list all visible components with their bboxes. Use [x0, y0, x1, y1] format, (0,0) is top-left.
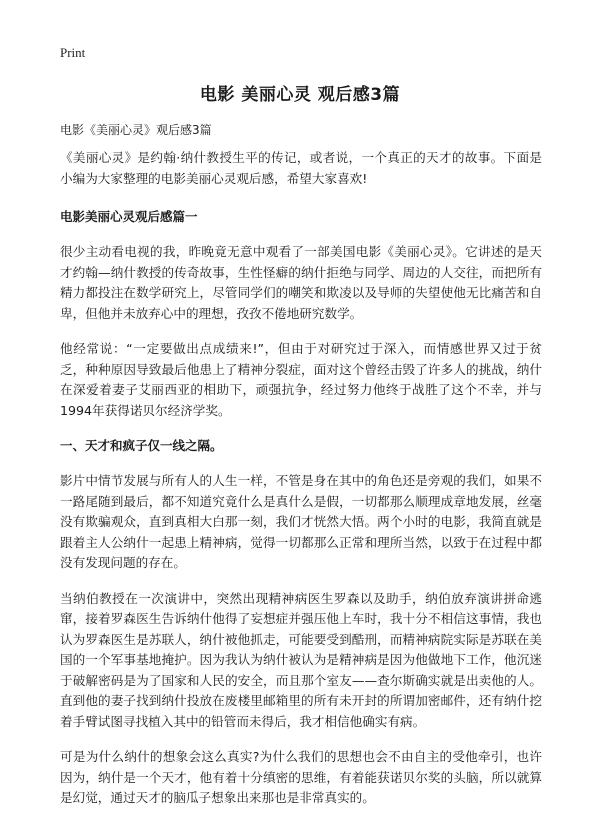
paragraph-2: 他经常说：“一定要做出点成绩来!”，但由于对研究过于深入，而情感世界又过于贫乏，种种原因导致最后他患上了精神分裂症，面对这个曾经击毁了许多人的挑战，纳什在深爱着妻子艾丽西亚的相助下，顽强抗争，经过努力他终于战胜了这个不幸，并与1994年获得诺贝尔经济学奖。: [60, 341, 542, 418]
page-title: 电影 美丽心灵 观后感3篇: [199, 85, 401, 105]
section-heading-2: 一、天才和疯子仅一线之隔。: [60, 438, 223, 453]
article-subtitle: 电影《美丽心灵》观后感3篇: [60, 123, 212, 137]
paragraph-1: 很少主动看电视的我，昨晚竟无意中观看了一部美国电影《美丽心灵》。它讲述的是天才约翰—纳什教授的传奇故事，生性怪癖的纳什拒绝与同学、周边的人交往，而把所有精力都投注在数学研究上，尽管同学们的嘲笑和欺凌以及导师的失望使他无比痛苦和自卑，但他并未放弃心中的理想，孜孜不倦地研究数学。: [60, 244, 542, 321]
paragraph-4: 当纳伯教授在一次演讲中，突然出现精神病医生罗森以及助手，纳伯放弃演讲拼命逃窜，接着罗森医生告诉纳什他得了妄想症并强压他上车时，我十分不相信这事情，我也认为罗森医生是苏联人，纳什被他抓走，可能要受到酷刑，而精神病院实际是苏联在美国的一个军事基地掩护。因为我认为纳什被认为是精神病是因为他做地下工作，他沉迷于破解密码是为了国家和人民的安全，而且那个室友——查尔斯确实就是出卖他的人。直到他的妻子找到纳什投放在废楼里邮箱里的所有未开封的所谓加密邮件，还有纳什挖着手臂试图寻找植入其中的铅管而未得后，我才相信他确实有病。: [60, 590, 542, 729]
intro-paragraph: 《美丽心灵》是约翰·纳什教授生平的传记，或者说，一个真正的天才的故事。下面是小编为大家整理的电影美丽心灵观后感，希望大家喜欢!: [60, 150, 542, 186]
paragraph-5: 可是为什么纳什的想象会这么真实?为什么我们的思想也会不由自主的受他牵引，也许因为，纳什是一个天才，他有着十分缜密的思维，有着能获诺贝尔奖的头脑，所以就算是幻觉，通过天才的脑瓜子想象出来那也是非常真实的。: [60, 749, 542, 805]
section-heading-1: 电影美丽心灵观后感篇一: [60, 209, 198, 224]
paragraph-3: 影片中情节发展与所有人的人生一样，不管是身在其中的角色还是旁观的我们，如果不一路尾随到最后，都不知道究竟什么是真什么是假，一切都那么顺理成章地发展，丝毫没有欺骗观众，直到真相大白那一刻，我们才恍然大悟。两个小时的电影，我简直就是跟着主人公纳什一起患上精神病，觉得一切都那么正常和理所当然，以致于在过程中都没有发现问题的存在。: [60, 473, 542, 570]
print-link[interactable]: Print: [60, 45, 86, 60]
article-body: [60, 148, 542, 824]
